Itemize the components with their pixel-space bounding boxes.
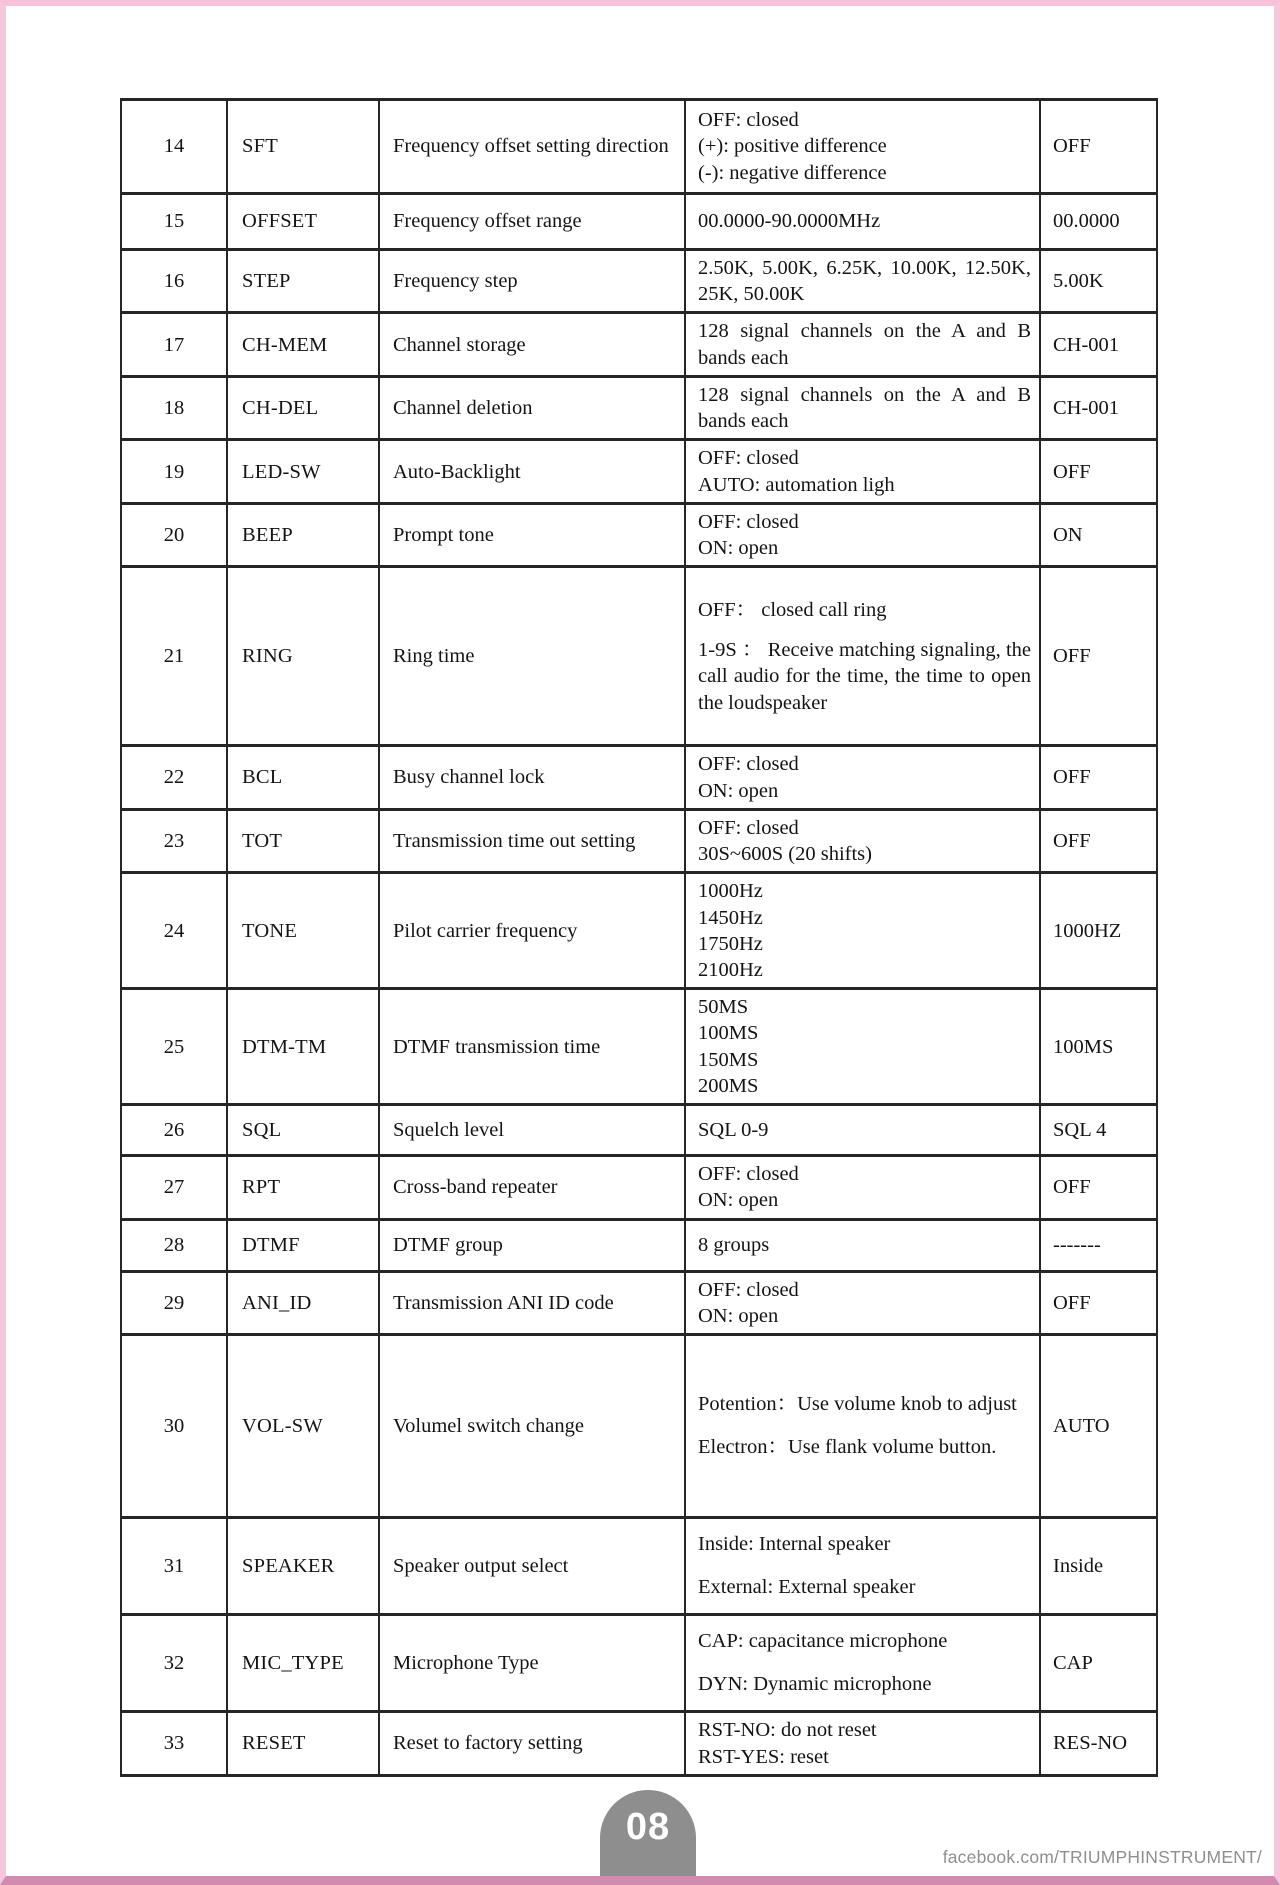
default-value-cell: SQL 4 [1040, 1105, 1157, 1156]
row-number-cell: 14 [121, 100, 227, 194]
option-line: OFF: closed [698, 109, 799, 132]
option-line: OFF： closed call ring [698, 598, 887, 621]
option-line: CAP: capacitance microphone [698, 1630, 948, 1653]
setting-options-cell [685, 1219, 1040, 1271]
setting-options-cell [685, 809, 1040, 872]
table-row [121, 1271, 1157, 1334]
setting-name-cell: TONE [227, 873, 379, 989]
setting-name-cell: SFT [227, 100, 379, 194]
setting-name-cell: SPEAKER [227, 1518, 379, 1615]
setting-description-cell: Auto-Backlight [379, 440, 685, 503]
table-row [121, 1219, 1157, 1271]
setting-name-cell: CH-MEM [227, 313, 379, 376]
setting-options-cell [685, 100, 1040, 194]
setting-name-cell: DTM-TM [227, 989, 379, 1105]
setting-description-cell: Prompt tone [379, 503, 685, 566]
option-line: 100MS [698, 1022, 759, 1045]
default-value-cell: 5.00K [1040, 250, 1157, 313]
setting-description-cell: Channel deletion [379, 376, 685, 439]
table-row [121, 567, 1157, 746]
setting-name-cell: MIC_TYPE [227, 1615, 379, 1712]
setting-options-cell [685, 1518, 1040, 1615]
setting-options-cell [685, 989, 1040, 1105]
default-value-cell: OFF [1040, 440, 1157, 503]
setting-description-cell: DTMF transmission time [379, 989, 685, 1105]
table-row [121, 1712, 1157, 1775]
option-line: Electron：Use flank volume button. [698, 1436, 997, 1459]
setting-name-cell: STEP [227, 250, 379, 313]
option-line: ON: open [698, 779, 779, 802]
page-number: 08 [625, 1806, 671, 1848]
row-number-cell: 19 [121, 440, 227, 503]
default-value-cell: ON [1040, 503, 1157, 566]
setting-options-cell [685, 313, 1040, 376]
option-line: ON: open [698, 1189, 779, 1212]
setting-options-cell [685, 1105, 1040, 1156]
setting-description-cell: Frequency offset range [379, 194, 685, 250]
setting-description-cell: Ring time [379, 567, 685, 746]
option-line: 150MS [698, 1048, 759, 1071]
table-row [121, 194, 1157, 250]
table-row [121, 100, 1157, 194]
table-row [121, 250, 1157, 313]
option-line: OFF: closed [698, 447, 799, 470]
default-value-cell: OFF [1040, 809, 1157, 872]
setting-name-cell: BCL [227, 746, 379, 809]
default-value-cell: AUTO [1040, 1335, 1157, 1518]
row-number-cell: 29 [121, 1271, 227, 1334]
row-number-cell: 23 [121, 809, 227, 872]
setting-description-cell: Speaker output select [379, 1518, 685, 1615]
page-number-badge [600, 1790, 696, 1885]
setting-options-cell [685, 567, 1040, 746]
table-row [121, 440, 1157, 503]
default-value-cell: CH-001 [1040, 313, 1157, 376]
setting-options-cell [685, 194, 1040, 250]
setting-description-cell: Frequency step [379, 250, 685, 313]
table-row [121, 989, 1157, 1105]
setting-description-cell: Channel storage [379, 313, 685, 376]
table-row [121, 1105, 1157, 1156]
default-value-cell: ------- [1040, 1219, 1157, 1271]
option-line: OFF: closed [698, 1278, 799, 1301]
row-number-cell: 15 [121, 194, 227, 250]
facebook-link: facebook.com/TRIUMPHINSTRUMENT/ [942, 1847, 1262, 1867]
setting-description-cell: Reset to factory setting [379, 1712, 685, 1775]
setting-options-cell [685, 503, 1040, 566]
default-value-cell: CAP [1040, 1615, 1157, 1712]
setting-name-cell: VOL-SW [227, 1335, 379, 1518]
option-line: (-): negative difference [698, 161, 887, 184]
setting-options-cell [685, 1712, 1040, 1775]
row-number-cell: 17 [121, 313, 227, 376]
settings-table-body [121, 100, 1157, 1776]
row-number-cell: 32 [121, 1615, 227, 1712]
table-row [121, 746, 1157, 809]
default-value-cell: Inside [1040, 1518, 1157, 1615]
option-line: RST-YES: reset [698, 1745, 829, 1768]
row-number-cell: 16 [121, 250, 227, 313]
setting-options-cell [685, 376, 1040, 439]
table-row [121, 1615, 1157, 1712]
setting-description-cell: DTMF group [379, 1219, 685, 1271]
option-line: 1450Hz [698, 906, 763, 929]
setting-options-cell [685, 746, 1040, 809]
option-line: 1000Hz [698, 880, 763, 903]
setting-description-cell: Transmission ANI ID code [379, 1271, 685, 1334]
default-value-cell: 100MS [1040, 989, 1157, 1105]
option-line: 200MS [698, 1074, 759, 1097]
option-line: ON: open [698, 1304, 779, 1327]
row-number-cell: 28 [121, 1219, 227, 1271]
default-value-cell: CH-001 [1040, 376, 1157, 439]
default-value-cell: OFF [1040, 100, 1157, 194]
option-line: OFF: closed [698, 510, 799, 533]
setting-description-cell: Transmission time out setting [379, 809, 685, 872]
row-number-cell: 22 [121, 746, 227, 809]
row-number-cell: 26 [121, 1105, 227, 1156]
option-line: 2.50K, 5.00K, 6.25K, 10.00K, 12.50K, 25K, 50.00K [698, 257, 1031, 306]
setting-description-cell: Squelch level [379, 1105, 685, 1156]
row-number-cell: 20 [121, 503, 227, 566]
default-value-cell: OFF [1040, 1156, 1157, 1219]
setting-options-cell [685, 1615, 1040, 1712]
option-line: 128 signal channels on the A and B bands each [698, 383, 1031, 433]
setting-description-cell: Microphone Type [379, 1615, 685, 1712]
option-line: OFF: closed [698, 753, 799, 776]
option-line: Potention：Use volume knob to adjust [698, 1393, 1017, 1416]
option-line: OFF: closed [698, 816, 799, 839]
setting-options-cell [685, 440, 1040, 503]
option-line: DYN: Dynamic microphone [698, 1673, 932, 1696]
option-line: External: External speaker [698, 1576, 916, 1599]
table-row [121, 873, 1157, 989]
row-number-cell: 27 [121, 1156, 227, 1219]
row-number-cell: 21 [121, 567, 227, 746]
option-line: 30S~600S (20 shifts) [698, 843, 872, 866]
setting-options-cell [685, 873, 1040, 989]
row-number-cell: 18 [121, 376, 227, 439]
settings-table [120, 98, 1158, 1777]
setting-name-cell: RPT [227, 1156, 379, 1219]
setting-description-cell: Frequency offset setting direction [379, 100, 685, 194]
default-value-cell: OFF [1040, 567, 1157, 746]
default-value-cell: 00.0000 [1040, 194, 1157, 250]
setting-description-cell: Volumel switch change [379, 1335, 685, 1518]
table-row [121, 313, 1157, 376]
setting-description-cell: Pilot carrier frequency [379, 873, 685, 989]
default-value-cell: OFF [1040, 746, 1157, 809]
setting-description-cell: Cross-band repeater [379, 1156, 685, 1219]
option-line: AUTO: automation ligh [698, 473, 895, 496]
option-line: 00.0000-90.0000MHz [698, 210, 881, 233]
option-line: (+): positive difference [698, 135, 887, 158]
table-row [121, 376, 1157, 439]
row-number-cell: 25 [121, 989, 227, 1105]
option-line: 8 groups [698, 1234, 770, 1257]
option-line: 128 signal channels on the A and B bands each [698, 320, 1031, 369]
table-row [121, 1335, 1157, 1518]
default-value-cell: 1000HZ [1040, 873, 1157, 989]
option-line: ON: open [698, 537, 779, 560]
setting-name-cell: TOT [227, 809, 379, 872]
option-line: 2100Hz [698, 958, 763, 981]
setting-options-cell [685, 1335, 1040, 1518]
setting-name-cell: ANI_ID [227, 1271, 379, 1334]
setting-name-cell: RESET [227, 1712, 379, 1775]
setting-name-cell: DTMF [227, 1219, 379, 1271]
row-number-cell: 31 [121, 1518, 227, 1615]
option-line: SQL 0-9 [698, 1119, 769, 1142]
default-value-cell: RES-NO [1040, 1712, 1157, 1775]
option-line: Inside: Internal speaker [698, 1533, 891, 1556]
table-row [121, 1156, 1157, 1219]
option-line: RST-NO: do not reset [698, 1719, 877, 1742]
setting-options-cell [685, 1156, 1040, 1219]
setting-name-cell: LED-SW [227, 440, 379, 503]
option-line: OFF: closed [698, 1163, 799, 1186]
setting-name-cell: OFFSET [227, 194, 379, 250]
setting-name-cell: RING [227, 567, 379, 746]
row-number-cell: 24 [121, 873, 227, 989]
option-line: 1-9S ： Receive matching signaling, the call audio for the time, the time to open the loudspeaker [698, 639, 1031, 714]
setting-options-cell [685, 1271, 1040, 1334]
setting-options-cell [685, 250, 1040, 313]
row-number-cell: 30 [121, 1335, 227, 1518]
option-line: 1750Hz [698, 932, 763, 955]
table-row [121, 809, 1157, 872]
table-row [121, 503, 1157, 566]
option-line: 50MS [698, 996, 749, 1019]
setting-name-cell: BEEP [227, 503, 379, 566]
setting-description-cell: Busy channel lock [379, 746, 685, 809]
row-number-cell: 33 [121, 1712, 227, 1775]
default-value-cell: OFF [1040, 1271, 1157, 1334]
setting-name-cell: CH-DEL [227, 376, 379, 439]
setting-name-cell: SQL [227, 1105, 379, 1156]
table-row [121, 1518, 1157, 1615]
